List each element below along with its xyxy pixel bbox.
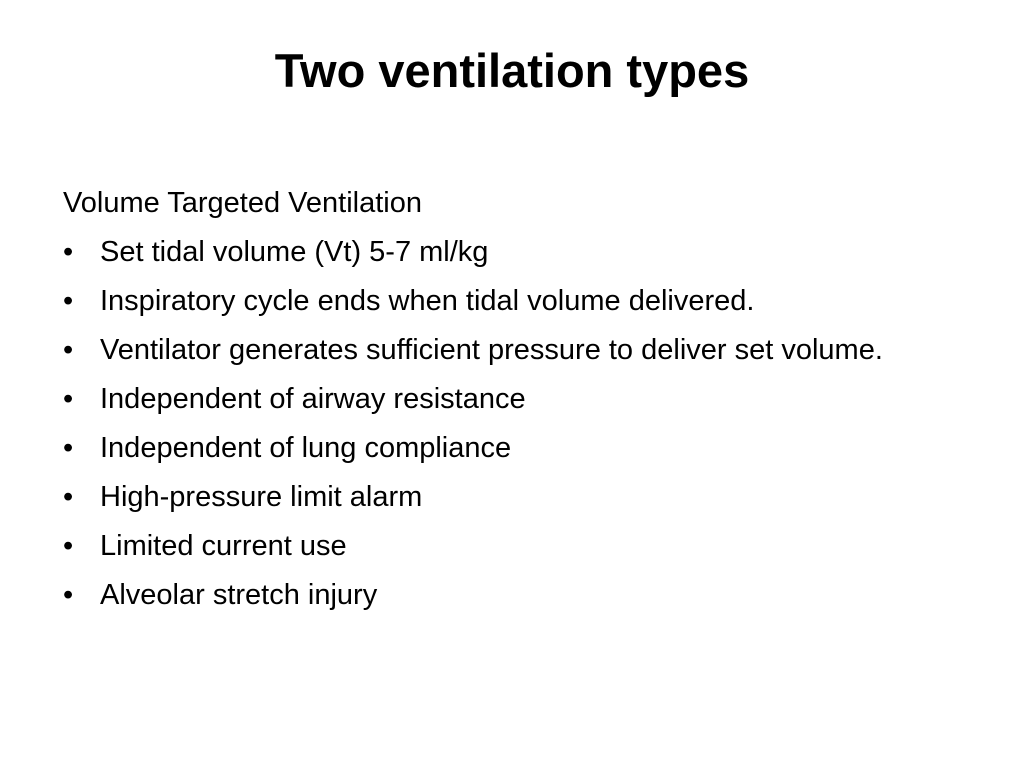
slide-title: Two ventilation types: [274, 44, 750, 97]
bullet-text: Set tidal volume (Vt) 5-7 ml/kg: [100, 236, 489, 268]
bullet-marker: •: [63, 481, 74, 513]
bullet-marker: •: [63, 383, 74, 415]
bullet-text: Independent of airway resistance: [100, 383, 526, 415]
bullet-marker: •: [63, 579, 74, 611]
bullet-text: Inspiratory cycle ends when tidal volume delivered.: [100, 285, 755, 317]
bullet-item: [63, 528, 900, 564]
bullet-item: [63, 430, 900, 466]
bullet-item: [63, 234, 900, 270]
bullet-item: [63, 577, 900, 613]
bullet-item: [63, 332, 900, 368]
bullet-item: [63, 381, 900, 417]
bullet-marker: •: [63, 334, 74, 366]
bullet-text: High-pressure limit alarm: [100, 481, 423, 513]
bullet-marker: •: [63, 530, 74, 562]
bullet-text: Ventilator generates sufficient pressure to deliver set volume.: [100, 334, 883, 366]
bullet-text: Independent of lung compliance: [100, 432, 512, 464]
bullet-marker: •: [63, 432, 74, 464]
bullet-marker: •: [63, 236, 74, 268]
bullet-item: [63, 283, 900, 319]
bullet-item: [63, 479, 900, 515]
bullet-text: Limited current use: [100, 530, 347, 562]
bullet-text: Alveolar stretch injury: [100, 579, 378, 611]
slide-content: [63, 185, 963, 626]
bullet-marker: •: [63, 285, 74, 317]
section-heading: Volume Targeted Ventilation: [63, 187, 423, 219]
bullet-list: [63, 234, 963, 613]
